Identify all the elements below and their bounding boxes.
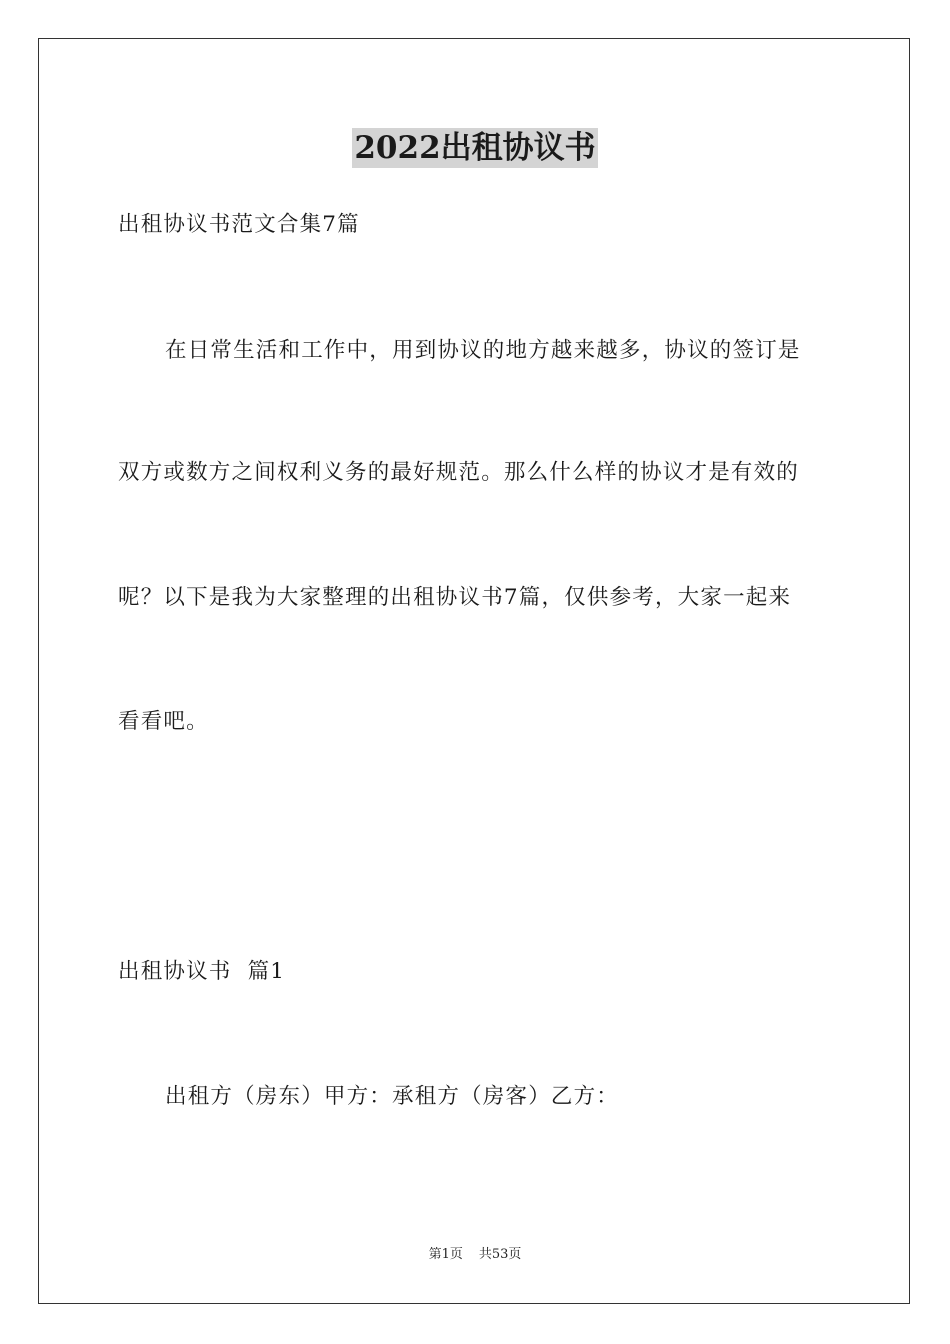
page-number-current: 第1页 [428, 1247, 463, 1262]
page-number-total: 共53页 [478, 1247, 522, 1262]
intro-line-3: 呢？以下是我为大家整理的出租协议书7篇，仅供参考，大家一起来 [118, 585, 792, 610]
title-container [0, 128, 950, 168]
section-heading: 出租协议书 篇1 [118, 959, 286, 984]
intro-line-2: 双方或数方之间权利义务的最好规范。那么什么样的协议才是有效的 [118, 460, 800, 485]
intro-line-1: 在日常生活和工作中，用到协议的地方越来越多，协议的签订是 [165, 338, 801, 363]
intro-line-4: 看看吧。 [118, 709, 209, 734]
parties-line: 出租方（房东）甲方：承租方（房客）乙方： [165, 1084, 620, 1109]
document-title: 2022出租协议书 [354, 130, 596, 166]
document-subtitle: 出租协议书范文合集7篇 [118, 212, 360, 237]
page-footer [0, 1246, 950, 1264]
